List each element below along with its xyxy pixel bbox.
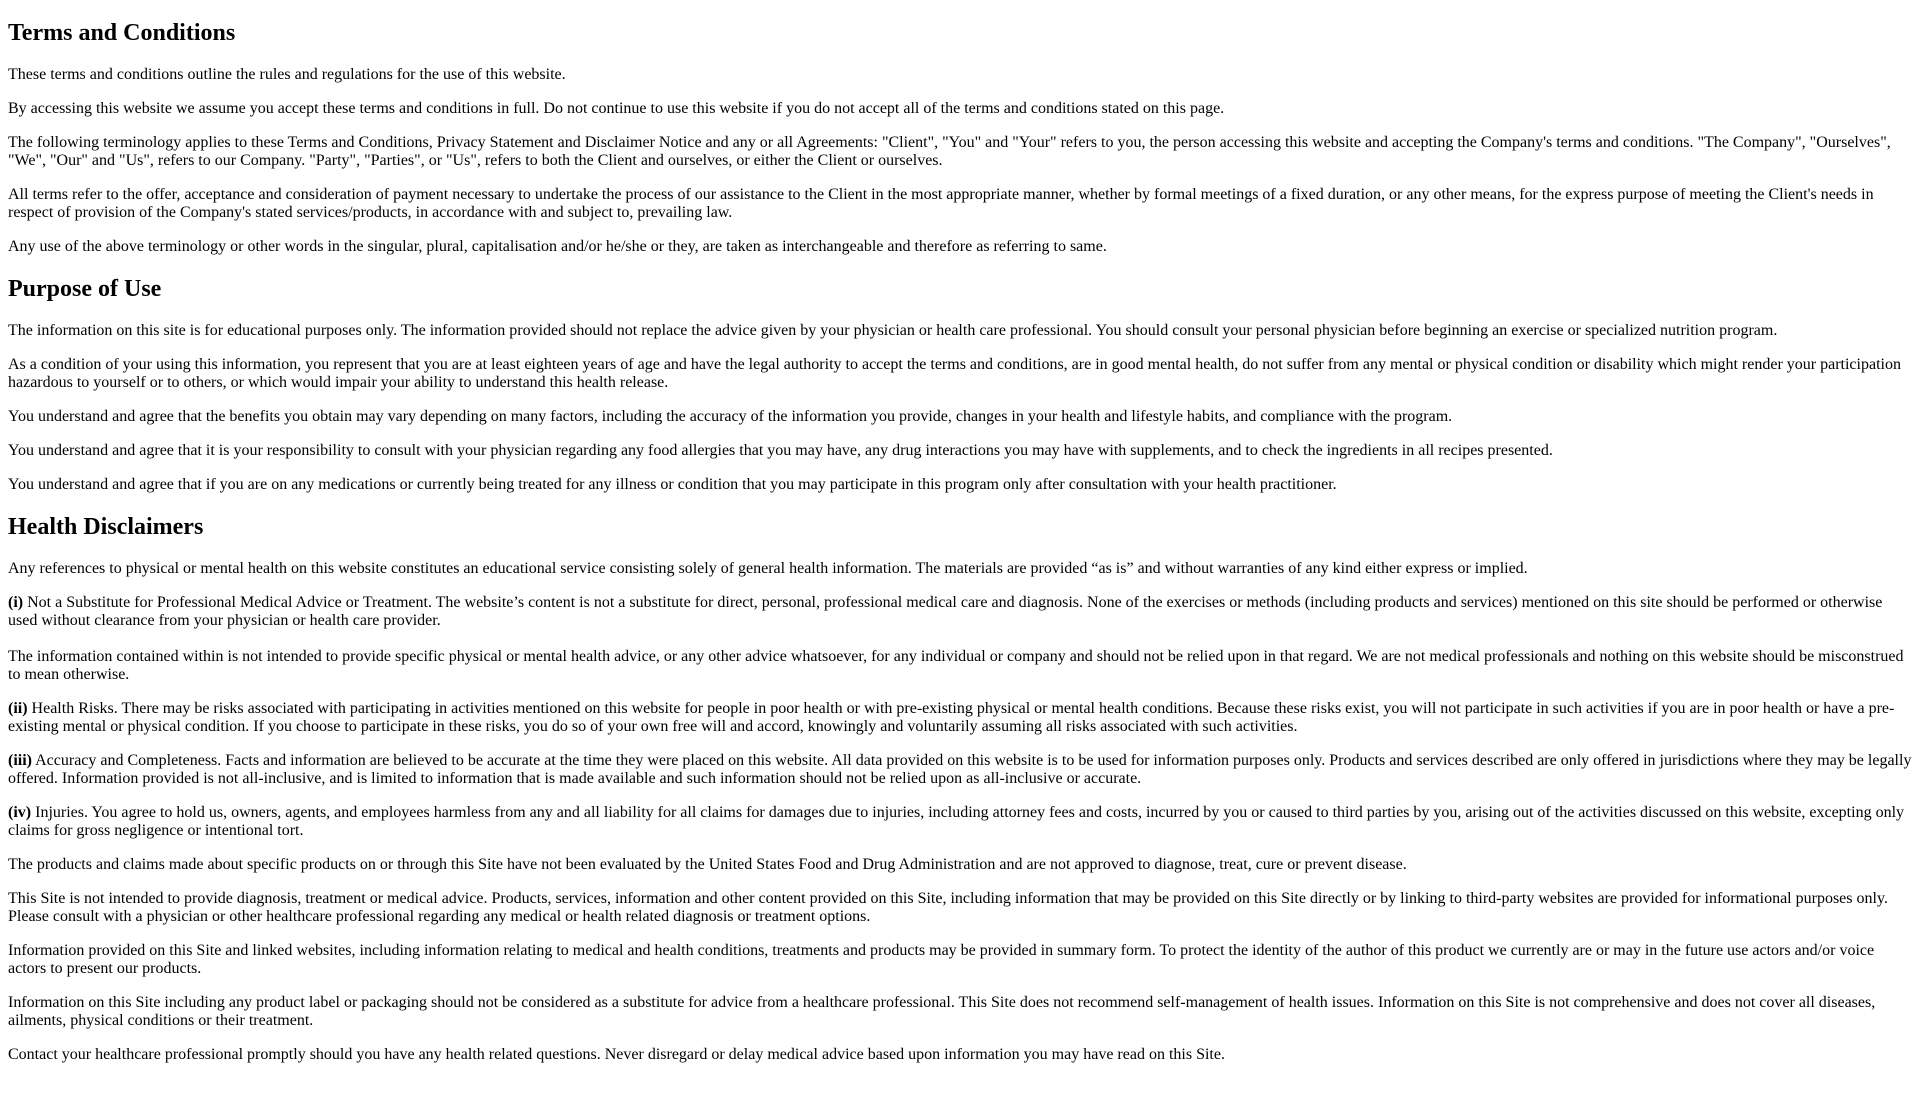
item-marker: (iv) <box>8 804 32 821</box>
health-paragraph: This Site is not intended to provide diagnosis, treatment or medical advice. Products, services, information and other content provided on this Site, including information that may be provided on this Site directly or by linking to third-party websites are provided for informational purposes only. Please consult with a physician or other healthcare professional regarding any medical or health related diagnosis or treatment options. <box>8 890 1888 925</box>
terms-paragraph: These terms and conditions outline the rules and regulations for the use of this website. <box>8 66 566 83</box>
terms-paragraph: The following terminology applies to these Terms and Conditions, Privacy Statement and Disclaimer Notice and any or all Agreements: "Client", "You" and "Your" refers to you, the person accessing this website and accepting the Company's terms and conditions. "The Company", "Ourselves", "We", "Our" and "Us", refers to our Company. "Party", "Parties", or "Us", refers to both the Client and ourselves, or either the Client or ourselves. <box>8 134 1891 169</box>
purpose-paragraph: You understand and agree that it is your responsibility to consult with your physician regarding any food allergies that you may have, any drug interactions you may have with supplements, and to check the ingredients in all recipes presented. <box>8 442 1553 459</box>
item-marker: (ii) <box>8 700 28 717</box>
disclaimer-item-i <box>8 594 1912 630</box>
health-paragraph: Information provided on this Site and linked websites, including information relating to medical and health conditions, treatments and products may be provided in summary form. To protect the identity of the author of this product we currently are or may in the future use actors and/or voice actors to present our products. <box>8 942 1875 977</box>
section-heading-terms: Terms and Conditions <box>8 20 236 46</box>
item-text: Health Risks. There may be risks associated with participating in activities mentioned on this website for people in poor health or with pre-existing physical or mental health conditions. Because these risks exist, you will not participate in such activities if you are in poor health or have a pre-existing mental or physical condition. If you choose to participate in these risks, you do so of your own free will and accord, knowingly and voluntarily assuming all risks associated with such activities. <box>8 700 1895 735</box>
disclaimer-item-iii <box>8 752 1912 788</box>
terms-paragraph: By accessing this website we assume you accept these terms and conditions in full. Do not continue to use this website if you do not accept all of the terms and conditions stated on this page. <box>8 100 1225 117</box>
disclaimer-item-iv <box>8 804 1912 840</box>
purpose-paragraph: As a condition of your using this information, you represent that you are at least eighteen years of age and have the legal authority to accept the terms and conditions, are in good mental health, do not suffer from any mental or physical condition or disability which might render your participation hazardous to yourself or to others, or which would impair your ability to understand this health release. <box>8 356 1901 391</box>
health-paragraph: The information contained within is not intended to provide specific physical or mental health advice, or any other advice whatsoever, for any individual or company and should not be relied upon in that regard. We are not medical professionals and nothing on this website should be misconstrued to mean otherwise. <box>8 648 1904 683</box>
terms-paragraph: All terms refer to the offer, acceptance and consideration of payment necessary to undertake the process of our assistance to the Client in the most appropriate manner, whether by formal meetings of a fixed duration, or any other means, for the express purpose of meeting the Client's needs in respect of provision of the Company's stated services/products, in accordance with and subject to, prevailing law. <box>8 186 1874 221</box>
purpose-paragraph: You understand and agree that the benefits you obtain may vary depending on many factors, including the accuracy of the information you provide, changes in your health and lifestyle habits, and compliance with the program. <box>8 408 1453 425</box>
item-text: Injuries. You agree to hold us, owners, agents, and employees harmless from any and all liability for all claims for damages due to injuries, including attorney fees and costs, incurred by you or caused to third parties by you, arising out of the activities discussed on this website, excepting only claims for gross negligence or intentional tort. <box>8 804 1905 839</box>
health-intro-paragraph: Any references to physical or mental health on this website constitutes an educational service consisting solely of general health information. The materials are provided “as is” and without warranties of any kind either express or implied. <box>8 560 1528 577</box>
section-heading-health: Health Disclaimers <box>8 514 204 540</box>
item-text: Not a Substitute for Professional Medical Advice or Treatment. The website’s content is not a substitute for direct, personal, professional medical care and diagnosis. None of the exercises or methods (including products and services) mentioned on this site should be performed or otherwise used without clearance from your physician or health care provider. <box>8 594 1883 629</box>
document-page <box>0 19 1920 1064</box>
health-disclaimers-section <box>8 513 1912 1064</box>
health-paragraph: Information on this Site including any product label or packaging should not be considered as a substitute for advice from a healthcare professional. This Site does not recommend self-management of health issues. Information on this Site is not comprehensive and does not cover all diseases, ailments, physical conditions or their treatment. <box>8 994 1876 1029</box>
health-paragraph: The products and claims made about specific products on or through this Site have not been evaluated by the United States Food and Drug Administration and are not approved to diagnose, treat, cure or prevent disease. <box>8 856 1407 873</box>
terms-paragraph: Any use of the above terminology or other words in the singular, plural, capitalisation and/or he/she or they, are taken as interchangeable and therefore as referring to same. <box>8 238 1107 255</box>
health-paragraph: Contact your healthcare professional promptly should you have any health related questions. Never disregard or delay medical advice based upon information you may have read on this Site. <box>8 1046 1225 1063</box>
item-marker: (iii) <box>8 752 32 769</box>
purpose-section <box>8 275 1912 494</box>
section-heading-purpose: Purpose of Use <box>8 276 162 302</box>
purpose-paragraph: The information on this site is for educational purposes only. The information provided should not replace the advice given by your physician or health care professional. You should consult your personal physician before beginning an exercise or specialized nutrition program. <box>8 322 1778 339</box>
item-marker: (i) <box>8 594 24 611</box>
terms-section <box>8 19 1912 256</box>
item-text: Accuracy and Completeness. Facts and information are believed to be accurate at the time they were placed on this website. All data provided on this website is to be used for information purposes only. Products and services described are only offered in jurisdictions where they may be legally offered. Information provided is not all-inclusive, and is limited to information that is made available and such information should not be relied upon as all-inclusive or accurate. <box>8 752 1912 787</box>
disclaimer-item-ii <box>8 700 1912 736</box>
purpose-paragraph: You understand and agree that if you are on any medications or currently being treated for any illness or condition that you may participate in this program only after consultation with your health practitioner. <box>8 476 1337 493</box>
